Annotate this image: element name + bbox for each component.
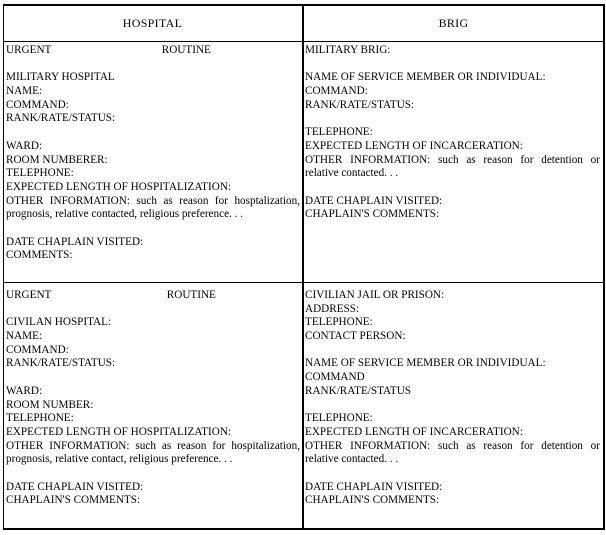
priority-row xyxy=(6,289,300,303)
header-brig: BRIG xyxy=(438,15,469,30)
other-information-text: OTHER INFORMATION: such as reason for hospitalization, prognosis, relative contact, religious preference. . . xyxy=(6,439,300,466)
field-label: CIVILIAN JAIL OR PRISON: xyxy=(305,289,445,301)
urgent-label: URGENT xyxy=(6,44,52,56)
field-label: ROOM NUMBER: xyxy=(6,398,94,411)
field-label: COMMAND: xyxy=(305,85,368,98)
field-label: EXPECTED LENGTH OF HOSPITALIZATION: xyxy=(6,425,232,438)
field-label: CHAPLAIN'S COMMENTS: xyxy=(6,494,141,507)
field-label: COMMAND: xyxy=(6,98,69,111)
routine-label: ROUTINE xyxy=(161,44,211,56)
field-label: CONTACT PERSON: xyxy=(305,330,406,343)
urgent-label: URGENT xyxy=(6,289,52,301)
other-information-text: OTHER INFORMATION: such as reason for hosptalization, prognosis, relative contacted, religious preference. . . xyxy=(6,194,300,221)
field-label: RANK/RATE/STATUS xyxy=(305,384,412,397)
field-label: ADDRESS: xyxy=(305,302,360,315)
civilian-hospital-cell xyxy=(6,289,300,508)
field-label: NAME OF SERVICE MEMBER OR INDIVIDUAL: xyxy=(305,357,546,370)
field-label: COMMAND xyxy=(305,371,365,384)
field-label: RANK/RATE/STATUS: xyxy=(6,357,116,370)
field-label: EXPECTED LENGTH OF INCARCERATION: xyxy=(305,139,523,152)
field-label: NAME: xyxy=(6,330,43,343)
field-label: TELEPHONE: xyxy=(6,412,74,425)
field-label: MILITARY HOSPITAL xyxy=(6,71,115,84)
field-label: DATE CHAPLAIN VISITED: xyxy=(6,480,144,493)
military-hospital-cell xyxy=(6,44,300,263)
field-label: MILITARY BRIG: xyxy=(305,44,391,56)
field-label: DATE CHAPLAIN VISITED: xyxy=(305,194,443,207)
field-label: CIVILAN HOSPITAL: xyxy=(6,316,112,329)
civilian-jail-cell xyxy=(305,289,600,508)
other-information-text: OTHER INFORMATION: such as reason for detention or relative contacted. . . xyxy=(305,439,600,466)
field-label: TELEPHONE: xyxy=(6,167,74,180)
field-label: CHAPLAIN'S COMMENTS: xyxy=(305,208,440,221)
field-label: EXPECTED LENGTH OF HOSPITALIZATION: xyxy=(6,180,232,193)
field-label: RANK/RATE/STATUS: xyxy=(6,112,116,125)
table-border-right xyxy=(603,4,605,530)
field-label: CHAPLAIN'S COMMENTS: xyxy=(305,494,440,507)
column-divider xyxy=(302,4,304,530)
field-label: ROOM NUMBERER: xyxy=(6,153,108,166)
visitation-form-table xyxy=(3,4,605,530)
routine-label: ROUTINE xyxy=(166,289,216,301)
field-label: DATE CHAPLAIN VISITED: xyxy=(305,480,443,493)
field-label: WARD: xyxy=(6,139,43,152)
field-label: TELEPHONE: xyxy=(305,412,373,425)
table-border-left xyxy=(3,4,4,530)
field-label: NAME: xyxy=(6,85,43,98)
field-label: COMMAND: xyxy=(6,343,69,356)
field-label: RANK/RATE/STATUS: xyxy=(305,98,415,111)
field-label: TELEPHONE: xyxy=(305,316,373,329)
priority-row xyxy=(6,44,300,58)
row-divider xyxy=(3,282,605,283)
other-information-text: OTHER INFORMATION: such as reason for detention or relative contacted. . . xyxy=(305,153,600,180)
field-label: DATE CHAPLAIN VISITED: xyxy=(6,235,144,248)
military-brig-cell xyxy=(305,44,600,222)
field-label: COMMENTS: xyxy=(6,249,73,262)
field-label: WARD: xyxy=(6,384,43,397)
field-label: EXPECTED LENGTH OF INCARCERATION: xyxy=(305,425,523,438)
field-label: NAME OF SERVICE MEMBER OR INDIVIDUAL: xyxy=(305,71,546,84)
header-hospital: HOSPITAL xyxy=(122,15,183,30)
field-label: TELEPHONE: xyxy=(305,126,373,139)
table-border-bottom xyxy=(3,528,605,530)
